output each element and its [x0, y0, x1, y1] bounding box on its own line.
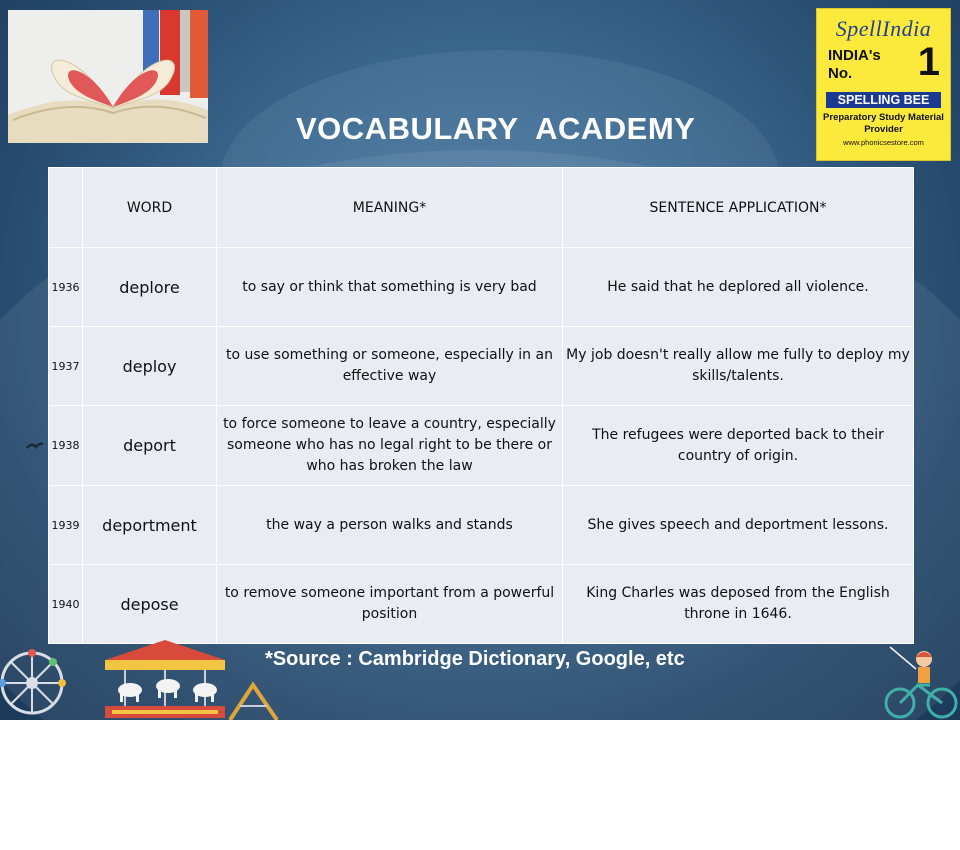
vocabulary-table: [48, 167, 914, 644]
logo-rank-text: [828, 47, 881, 83]
word-number: 1938: [49, 406, 83, 486]
word-cell: deport: [83, 406, 217, 486]
sentence-cell: The refugees were deported back to their country of origin.: [563, 406, 914, 486]
word-number: 1937: [49, 327, 83, 406]
logo-line2: No.: [828, 65, 853, 82]
source-note: *Source : Cambridge Dictionary, Google, etc: [265, 648, 685, 670]
logo-line1: INDIA's: [828, 47, 881, 64]
table-row: [49, 565, 914, 644]
ferris-wheel-icon: [0, 635, 80, 720]
header-word: WORD: [83, 168, 217, 248]
carousel-icon: [100, 640, 230, 720]
word-cell: deportment: [83, 486, 217, 565]
header-meaning: MEANING*: [217, 168, 563, 248]
logo-tagline-1: Preparatory Study Material: [823, 112, 944, 123]
sentence-cell: She gives speech and deportment lessons.: [563, 486, 914, 565]
logo-tagline-2: Provider: [864, 124, 903, 135]
meaning-cell: to say or think that something is very bad: [217, 248, 563, 327]
word-number: 1940: [49, 565, 83, 644]
meaning-cell: the way a person walks and stands: [217, 486, 563, 565]
logo-rank-row: [817, 40, 950, 92]
table-row: [49, 248, 914, 327]
word-number: 1936: [49, 248, 83, 327]
header-number: [49, 168, 83, 248]
open-book-heart-photo: [8, 10, 208, 143]
word-cell: depose: [83, 565, 217, 644]
logo-url: www.phonicsestore.com: [843, 138, 924, 147]
table-row: [49, 327, 914, 406]
page-title: VOCABULARY ACADEMY: [296, 111, 696, 146]
header-sentence: SENTENCE APPLICATION*: [563, 168, 914, 248]
meaning-cell: to use something or someone, especially in an effective way: [217, 327, 563, 406]
word-number: 1939: [49, 486, 83, 565]
word-cell: deplore: [83, 248, 217, 327]
logo-tagline: [817, 112, 950, 136]
sentence-cell: He said that he deplored all violence.: [563, 248, 914, 327]
bird-icon: [26, 440, 44, 452]
word-cell: deploy: [83, 327, 217, 406]
sentence-cell: King Charles was deposed from the English throne in 1646.: [563, 565, 914, 644]
logo-rank-number: 1: [917, 40, 940, 84]
meaning-cell: to force someone to leave a country, especially someone who has no legal right to be there or who has broken the law: [217, 406, 563, 486]
kid-on-bicycle-icon: [880, 645, 960, 720]
meaning-cell: to remove someone important from a powerful position: [217, 565, 563, 644]
logo-badge: SPELLING BEE: [826, 92, 941, 108]
spellindia-logo: [816, 8, 951, 161]
logo-brand: SpellIndia: [835, 16, 932, 41]
swing-ride-icon: [225, 680, 285, 720]
table-row: [49, 406, 914, 486]
table-row: [49, 486, 914, 565]
sentence-cell: My job doesn't really allow me fully to deploy my skills/talents.: [563, 327, 914, 406]
table-header-row: [49, 168, 914, 248]
